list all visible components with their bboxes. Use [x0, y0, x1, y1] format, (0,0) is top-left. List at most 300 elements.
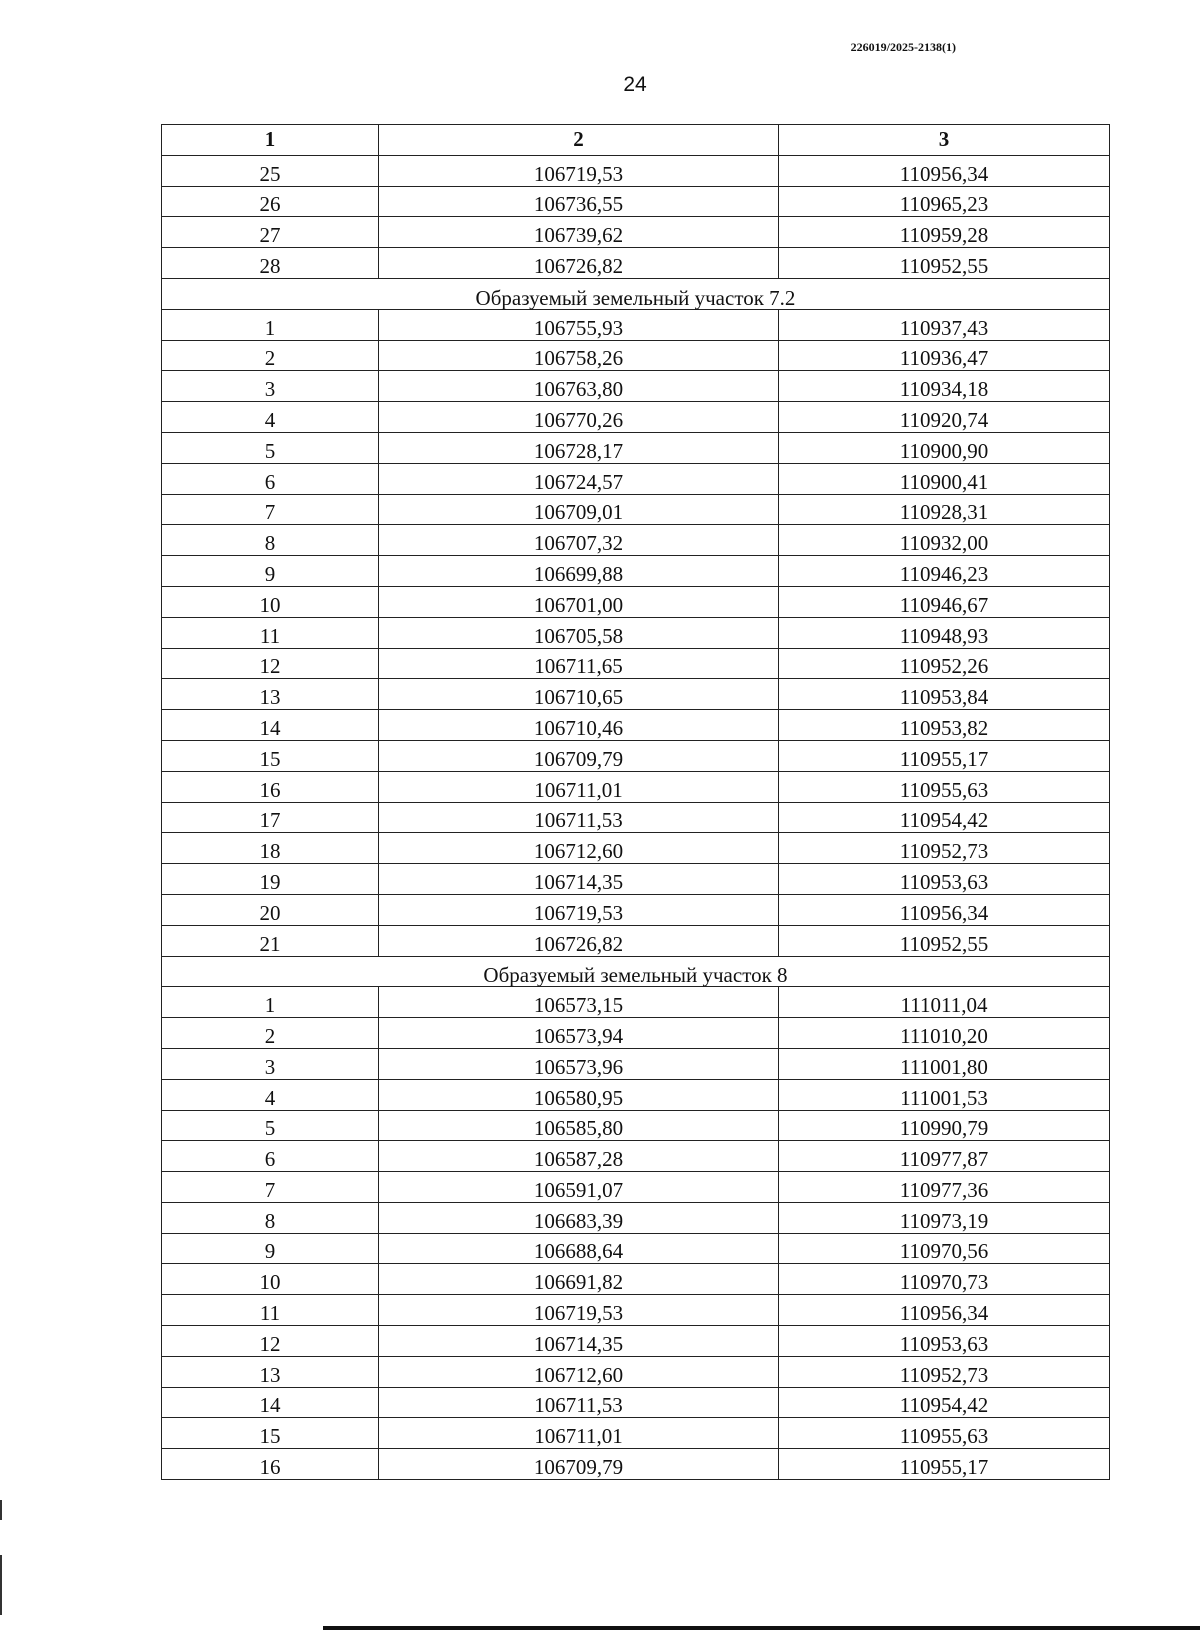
coordinate-x-cell: [379, 925, 779, 956]
coordinate-x-cell: [379, 1233, 779, 1264]
point-number-cell: [162, 1048, 379, 1079]
point-number-text: 7: [264, 1177, 276, 1202]
table-row: [162, 679, 1110, 710]
coordinate-y-cell: [779, 1172, 1110, 1203]
point-number-text: 11: [259, 1301, 281, 1326]
coordinate-x-text: 106705,58: [533, 623, 624, 648]
coordinate-y-text: 110954,42: [899, 808, 989, 833]
point-number-cell: [162, 710, 379, 741]
coordinate-y-text: 110959,28: [899, 223, 989, 248]
coordinate-x-cell: [379, 309, 779, 340]
coordinate-y-text: 110952,55: [899, 253, 989, 278]
section-header-row: [162, 278, 1110, 309]
point-number-text: 16: [259, 777, 281, 802]
coordinate-y-text: 110953,63: [899, 869, 989, 894]
table-row: [162, 248, 1110, 279]
coordinate-x-text: 106728,17: [533, 438, 624, 463]
table-row: [162, 740, 1110, 771]
coordinate-y-cell: [779, 371, 1110, 402]
point-number-cell: [162, 925, 379, 956]
coordinate-x-text: 106711,53: [534, 808, 623, 833]
coordinate-x-text: 106719,53: [533, 161, 624, 186]
point-number-cell: [162, 679, 379, 710]
point-number-text: 11: [259, 623, 281, 648]
point-number-cell: [162, 833, 379, 864]
coordinate-x-cell: [379, 679, 779, 710]
coordinate-y-cell: [779, 402, 1110, 433]
table-row: [162, 1264, 1110, 1295]
table-row: [162, 432, 1110, 463]
coordinate-x-cell: [379, 648, 779, 679]
coordinate-x-text: 106688,64: [533, 1239, 624, 1264]
table-row: [162, 617, 1110, 648]
section-header-row: [162, 956, 1110, 987]
table-row: [162, 1172, 1110, 1203]
coordinate-x-cell: [379, 710, 779, 741]
coordinate-x-text: 106573,94: [533, 1023, 624, 1048]
point-number-cell: [162, 1233, 379, 1264]
table-row: [162, 1048, 1110, 1079]
coordinate-x-text: 106707,32: [533, 531, 624, 556]
coordinate-y-text: 110965,23: [899, 192, 989, 217]
coordinate-x-text: 106736,55: [533, 192, 624, 217]
table-row: [162, 155, 1110, 186]
point-number-cell: [162, 494, 379, 525]
table-row: [162, 925, 1110, 956]
coordinate-x-text: 106711,01: [534, 777, 623, 802]
coordinate-y-cell: [779, 494, 1110, 525]
point-number-cell: [162, 864, 379, 895]
point-number-cell: [162, 1356, 379, 1387]
coordinate-y-text: 110953,84: [899, 685, 989, 710]
coordinate-x-cell: [379, 833, 779, 864]
coordinate-y-text: 110946,67: [899, 592, 989, 617]
column-header-3: 3: [779, 125, 1110, 156]
table-row: [162, 371, 1110, 402]
point-number-cell: [162, 1295, 379, 1326]
table-row: [162, 1141, 1110, 1172]
point-number-text: 3: [264, 1054, 276, 1079]
coordinate-x-cell: [379, 617, 779, 648]
coordinate-y-text: 110977,87: [899, 1147, 989, 1172]
coordinate-x-cell: [379, 1418, 779, 1449]
coordinate-x-cell: [379, 771, 779, 802]
coordinate-x-text: 106770,26: [533, 407, 624, 432]
point-number-cell: [162, 1264, 379, 1295]
table-row: [162, 217, 1110, 248]
coordinate-x-cell: [379, 371, 779, 402]
coordinate-y-text: 111011,04: [900, 993, 988, 1018]
point-number-text: 13: [259, 1362, 281, 1387]
table-row: [162, 463, 1110, 494]
coordinate-y-cell: [779, 1295, 1110, 1326]
point-number-text: 5: [264, 1116, 276, 1141]
coordinate-y-cell: [779, 463, 1110, 494]
coordinate-x-cell: [379, 463, 779, 494]
point-number-text: 15: [259, 746, 281, 771]
coordinate-y-cell: [779, 1110, 1110, 1141]
point-number-text: 18: [259, 839, 281, 864]
coordinate-x-text: 106739,62: [533, 223, 624, 248]
coordinate-y-text: 110970,73: [899, 1270, 989, 1295]
point-number-cell: [162, 1018, 379, 1049]
coordinate-y-cell: [779, 1418, 1110, 1449]
point-number-text: 20: [259, 900, 281, 925]
point-number-cell: [162, 309, 379, 340]
scan-margin-mark: [0, 1500, 2, 1520]
coordinate-x-cell: [379, 494, 779, 525]
table-row: [162, 556, 1110, 587]
table-row: [162, 833, 1110, 864]
coordinate-y-cell: [779, 833, 1110, 864]
coordinate-y-text: 110934,18: [899, 377, 989, 402]
table-row: [162, 802, 1110, 833]
table-row: [162, 1233, 1110, 1264]
coordinate-x-cell: [379, 432, 779, 463]
document-number: 226019/2025-2138(1): [850, 40, 956, 54]
coordinate-y-cell: [779, 1356, 1110, 1387]
coordinate-y-text: 110952,73: [899, 839, 989, 864]
point-number-text: 12: [259, 1331, 281, 1356]
coordinate-y-cell: [779, 155, 1110, 186]
coordinate-y-cell: [779, 894, 1110, 925]
point-number-text: 2: [264, 1023, 276, 1048]
coordinate-x-text: 106719,53: [533, 900, 624, 925]
coordinate-x-text: 106714,35: [533, 869, 624, 894]
coordinate-x-cell: [379, 340, 779, 371]
coordinate-y-text: 110977,36: [899, 1177, 989, 1202]
point-number-text: 3: [264, 377, 276, 402]
point-number-cell: [162, 402, 379, 433]
point-number-text: 9: [264, 561, 276, 586]
coordinate-x-text: 106587,28: [533, 1147, 624, 1172]
coordinate-y-cell: [779, 556, 1110, 587]
header-row: [162, 125, 1110, 156]
coordinate-y-text: 110955,17: [899, 1455, 989, 1480]
coordinate-y-text: 111010,20: [900, 1023, 988, 1048]
coordinate-y-cell: [779, 1233, 1110, 1264]
point-number-text: 25: [259, 161, 281, 186]
point-number-cell: [162, 740, 379, 771]
coordinate-y-cell: [779, 648, 1110, 679]
coordinate-y-text: 110970,56: [899, 1239, 989, 1264]
point-number-cell: [162, 1449, 379, 1480]
coordinate-y-cell: [779, 1387, 1110, 1418]
coordinate-x-cell: [379, 1202, 779, 1233]
coordinate-y-text: 110948,93: [899, 623, 989, 648]
table-header: [162, 125, 1110, 156]
point-number-text: 6: [264, 1147, 276, 1172]
coordinate-y-text: 110956,34: [899, 161, 989, 186]
table-row: [162, 864, 1110, 895]
coordinate-x-text: 106691,82: [533, 1270, 624, 1295]
coordinate-y-text: 110956,34: [899, 900, 989, 925]
coordinate-y-cell: [779, 1449, 1110, 1480]
coordinate-y-text: 110956,34: [899, 1301, 989, 1326]
coordinate-y-text: 110936,47: [899, 346, 989, 371]
coordinate-x-cell: [379, 556, 779, 587]
coordinate-y-cell: [779, 248, 1110, 279]
point-number-cell: [162, 248, 379, 279]
table-row: [162, 309, 1110, 340]
coordinate-x-cell: [379, 864, 779, 895]
coordinate-x-text: 106726,82: [533, 931, 624, 956]
coordinate-y-cell: [779, 186, 1110, 217]
coordinate-y-cell: [779, 340, 1110, 371]
table-row: [162, 771, 1110, 802]
point-number-text: 9: [264, 1239, 276, 1264]
coordinate-x-text: 106712,60: [533, 839, 624, 864]
point-number-text: 5: [264, 438, 276, 463]
coordinate-x-cell: [379, 1356, 779, 1387]
point-number-text: 10: [259, 592, 281, 617]
point-number-cell: [162, 340, 379, 371]
coordinate-x-text: 106711,01: [534, 1424, 623, 1449]
coordinate-y-cell: [779, 679, 1110, 710]
coordinate-x-cell: [379, 155, 779, 186]
table-row: [162, 1018, 1110, 1049]
coordinate-x-cell: [379, 1264, 779, 1295]
point-number-cell: [162, 586, 379, 617]
coordinate-y-text: 110954,42: [899, 1393, 989, 1418]
coordinate-y-cell: [779, 802, 1110, 833]
coordinate-y-text: 110920,74: [899, 407, 989, 432]
section-title: Образуемый земельный участок 7.2: [162, 278, 1110, 309]
point-number-cell: [162, 1387, 379, 1418]
coordinate-y-cell: [779, 864, 1110, 895]
table-row: [162, 1326, 1110, 1357]
point-number-text: 4: [264, 407, 276, 432]
point-number-text: 10: [259, 1270, 281, 1295]
coordinate-x-cell: [379, 740, 779, 771]
point-number-cell: [162, 556, 379, 587]
point-number-cell: [162, 1079, 379, 1110]
point-number-cell: [162, 802, 379, 833]
coordinate-x-cell: [379, 1141, 779, 1172]
coordinate-y-cell: [779, 217, 1110, 248]
scan-margin-mark: [0, 1555, 2, 1615]
coordinate-x-cell: [379, 1326, 779, 1357]
table-row: [162, 987, 1110, 1018]
section-title: Образуемый земельный участок 8: [162, 956, 1110, 987]
coordinate-y-cell: [779, 771, 1110, 802]
table-row: [162, 1295, 1110, 1326]
coordinate-x-text: 106724,57: [533, 469, 624, 494]
table-row: [162, 402, 1110, 433]
point-number-text: 26: [259, 192, 281, 217]
point-number-cell: [162, 186, 379, 217]
coordinate-y-text: 110990,79: [899, 1116, 989, 1141]
coordinate-x-text: 106709,01: [533, 500, 624, 525]
coordinate-y-text: 110953,82: [899, 715, 989, 740]
coordinate-y-text: 110900,90: [899, 438, 989, 463]
coordinate-x-cell: [379, 248, 779, 279]
point-number-cell: [162, 1326, 379, 1357]
point-number-text: 14: [259, 715, 281, 740]
coordinate-y-text: 110973,19: [899, 1208, 989, 1233]
point-number-cell: [162, 463, 379, 494]
coordinate-x-cell: [379, 1110, 779, 1141]
coordinate-x-text: 106683,39: [533, 1208, 624, 1233]
coordinate-y-cell: [779, 1018, 1110, 1049]
point-number-cell: [162, 617, 379, 648]
coordinate-x-text: 106711,53: [534, 1393, 623, 1418]
coordinate-y-text: 110955,17: [899, 746, 989, 771]
coordinate-y-cell: [779, 309, 1110, 340]
column-header-1: 1: [162, 125, 379, 156]
table-row: [162, 1110, 1110, 1141]
coordinate-x-cell: [379, 525, 779, 556]
point-number-text: 17: [259, 808, 281, 833]
point-number-text: 8: [264, 531, 276, 556]
point-number-cell: [162, 217, 379, 248]
coordinate-y-text: 110932,00: [899, 531, 989, 556]
coordinate-x-text: 106712,60: [533, 1362, 624, 1387]
coordinate-y-cell: [779, 925, 1110, 956]
coordinate-y-text: 111001,80: [900, 1054, 988, 1079]
coordinates-table: [161, 124, 1110, 1480]
table-row: [162, 1449, 1110, 1480]
coordinate-x-cell: [379, 1018, 779, 1049]
column-header-2: 2: [379, 125, 779, 156]
coordinate-x-cell: [379, 1449, 779, 1480]
point-number-text: 14: [259, 1393, 281, 1418]
table-row: [162, 1079, 1110, 1110]
coordinate-y-cell: [779, 1326, 1110, 1357]
point-number-cell: [162, 1202, 379, 1233]
coordinate-y-text: 110952,73: [899, 1362, 989, 1387]
coordinate-y-text: 110900,41: [899, 469, 989, 494]
table-row: [162, 1202, 1110, 1233]
coordinate-y-cell: [779, 1202, 1110, 1233]
coordinate-x-cell: [379, 987, 779, 1018]
coordinate-x-text: 106726,82: [533, 253, 624, 278]
point-number-text: 2: [264, 346, 276, 371]
coordinate-x-text: 106709,79: [533, 1455, 624, 1480]
coordinate-x-cell: [379, 1295, 779, 1326]
coordinate-x-text: 106758,26: [533, 346, 624, 371]
coordinate-x-cell: [379, 402, 779, 433]
point-number-text: 27: [259, 223, 281, 248]
coordinate-x-text: 106714,35: [533, 1331, 624, 1356]
coordinate-x-text: 106573,15: [533, 993, 624, 1018]
point-number-text: 16: [259, 1455, 281, 1480]
coordinate-x-cell: [379, 894, 779, 925]
coordinate-x-text: 106709,79: [533, 746, 624, 771]
point-number-cell: [162, 894, 379, 925]
point-number-text: 6: [264, 469, 276, 494]
coordinate-x-cell: [379, 217, 779, 248]
coordinate-x-text: 106701,00: [533, 592, 624, 617]
point-number-cell: [162, 648, 379, 679]
point-number-text: 4: [264, 1085, 276, 1110]
table-row: [162, 340, 1110, 371]
point-number-text: 8: [264, 1208, 276, 1233]
coordinate-y-cell: [779, 987, 1110, 1018]
table-row: [162, 586, 1110, 617]
point-number-cell: [162, 1141, 379, 1172]
point-number-cell: [162, 1110, 379, 1141]
coordinate-y-text: 111001,53: [900, 1085, 988, 1110]
coordinate-y-cell: [779, 617, 1110, 648]
point-number-text: 7: [264, 500, 276, 525]
coordinate-x-cell: [379, 1172, 779, 1203]
coordinate-y-text: 110955,63: [899, 777, 989, 802]
coordinate-y-text: 110953,63: [899, 1331, 989, 1356]
point-number-text: 28: [259, 253, 281, 278]
bottom-rule: [323, 1626, 1200, 1630]
point-number-text: 1: [264, 315, 276, 340]
coordinate-y-text: 110946,23: [899, 561, 989, 586]
page-number: 24: [623, 73, 647, 96]
coordinate-y-text: 110937,43: [899, 315, 989, 340]
coordinate-x-text: 106710,65: [533, 685, 624, 710]
point-number-cell: [162, 1418, 379, 1449]
point-number-text: 1: [264, 993, 276, 1018]
table-row: [162, 1356, 1110, 1387]
coordinate-x-text: 106719,53: [533, 1301, 624, 1326]
point-number-cell: [162, 771, 379, 802]
table-row: [162, 1418, 1110, 1449]
coordinate-y-text: 110955,63: [899, 1424, 989, 1449]
point-number-cell: [162, 525, 379, 556]
point-number-text: 13: [259, 685, 281, 710]
table-body: [162, 155, 1110, 1479]
point-number-cell: [162, 987, 379, 1018]
table-row: [162, 525, 1110, 556]
coordinate-x-cell: [379, 1079, 779, 1110]
coordinate-x-text: 106755,93: [533, 315, 624, 340]
point-number-text: 21: [259, 931, 281, 956]
point-number-cell: [162, 155, 379, 186]
coordinate-x-text: 106710,46: [533, 715, 624, 740]
coordinate-y-cell: [779, 710, 1110, 741]
table-row: [162, 494, 1110, 525]
table-row: [162, 894, 1110, 925]
coordinate-y-cell: [779, 586, 1110, 617]
coordinate-y-cell: [779, 1048, 1110, 1079]
point-number-text: 12: [259, 654, 281, 679]
coordinate-y-cell: [779, 1264, 1110, 1295]
coordinate-x-cell: [379, 802, 779, 833]
table-row: [162, 186, 1110, 217]
point-number-text: 19: [259, 869, 281, 894]
coordinate-y-cell: [779, 432, 1110, 463]
coordinate-x-cell: [379, 586, 779, 617]
table-row: [162, 1387, 1110, 1418]
coordinate-x-text: 106711,65: [534, 654, 623, 679]
coordinate-x-text: 106585,80: [533, 1116, 624, 1141]
coordinate-x-cell: [379, 1048, 779, 1079]
coordinate-y-text: 110952,55: [899, 931, 989, 956]
coordinate-x-text: 106591,07: [533, 1177, 624, 1202]
coordinate-y-cell: [779, 1141, 1110, 1172]
coordinate-y-text: 110928,31: [899, 500, 989, 525]
table-row: [162, 710, 1110, 741]
coordinate-x-text: 106699,88: [533, 561, 624, 586]
coordinate-x-cell: [379, 186, 779, 217]
coordinate-y-cell: [779, 740, 1110, 771]
table-row: [162, 648, 1110, 679]
point-number-cell: [162, 371, 379, 402]
coordinate-x-text: 106573,96: [533, 1054, 624, 1079]
coordinate-x-text: 106763,80: [533, 377, 624, 402]
coordinate-x-text: 106580,95: [533, 1085, 624, 1110]
coordinate-y-cell: [779, 525, 1110, 556]
point-number-cell: [162, 1172, 379, 1203]
coordinate-x-cell: [379, 1387, 779, 1418]
point-number-cell: [162, 432, 379, 463]
